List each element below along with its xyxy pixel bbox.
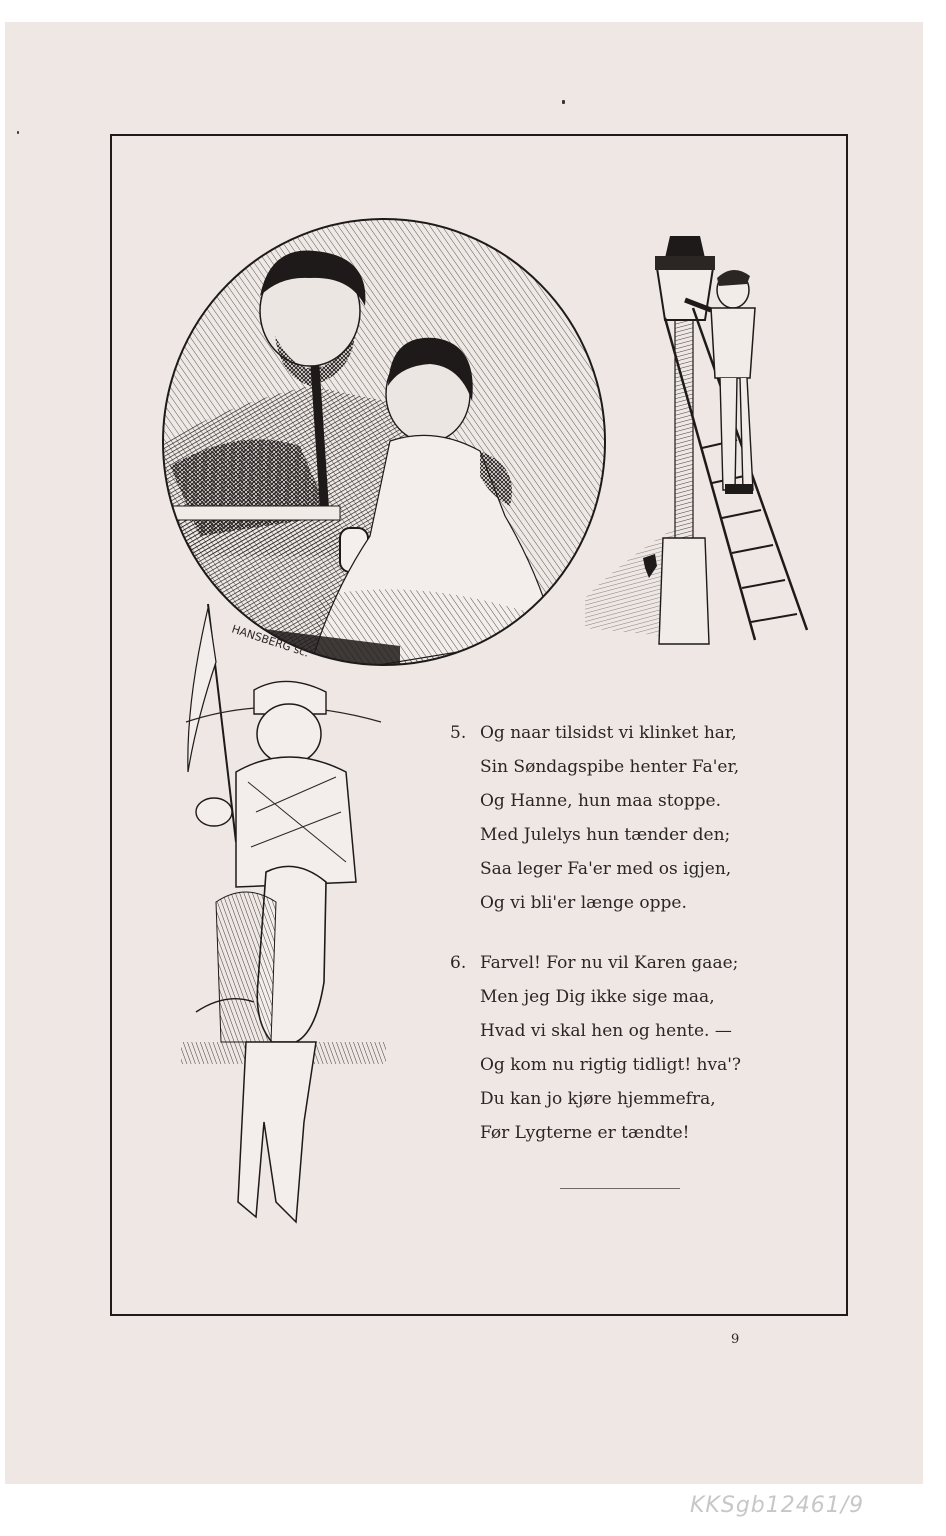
stanza-6 xyxy=(450,946,810,1150)
verse-line: Før Lygterne er tændte! xyxy=(480,1123,690,1143)
verse-line: Sin Søndagspibe henter Fa'er, xyxy=(480,757,740,777)
rider-on-horse-engraving xyxy=(176,602,391,1224)
verse-line: Med Julelys hun tænder den; xyxy=(480,825,731,845)
stanza-number: 5. xyxy=(450,723,467,743)
verse-line: Men jeg Dig ikke sige maa, xyxy=(480,987,715,1007)
father-and-child-engraving xyxy=(160,216,610,668)
verse-line: Og kom nu rigtig tidligt! hva'? xyxy=(480,1055,742,1075)
page-number: 9 xyxy=(731,1332,740,1347)
verse-line: Og Hanne, hun maa stoppe. xyxy=(480,791,722,811)
ink-speck xyxy=(562,100,565,104)
stanza-number: 6. xyxy=(450,953,467,973)
poem-verses xyxy=(450,716,810,1176)
verse-line: Hvad vi skal hen og hente. — xyxy=(480,1021,732,1041)
engraver-signature: HANSBERG sc. xyxy=(230,622,311,660)
verse-line: 5. Og naar tilsidst vi klinket har, xyxy=(450,716,810,750)
verse-line: Saa leger Fa'er med os igjen, xyxy=(480,859,732,879)
verse-line: 6. Farvel! For nu vil Karen gaae; xyxy=(450,946,810,980)
archive-inventory-mark: KKSgb12461/9 xyxy=(690,1493,865,1518)
ink-speck xyxy=(17,131,19,134)
lamplighter-engraving xyxy=(585,228,813,648)
stanza-5 xyxy=(450,716,810,920)
verse-line: Og vi bli'er længe oppe. xyxy=(480,893,687,913)
verse-line: Du kan jo kjøre hjemmefra, xyxy=(480,1089,716,1109)
closing-rule xyxy=(560,1188,680,1189)
